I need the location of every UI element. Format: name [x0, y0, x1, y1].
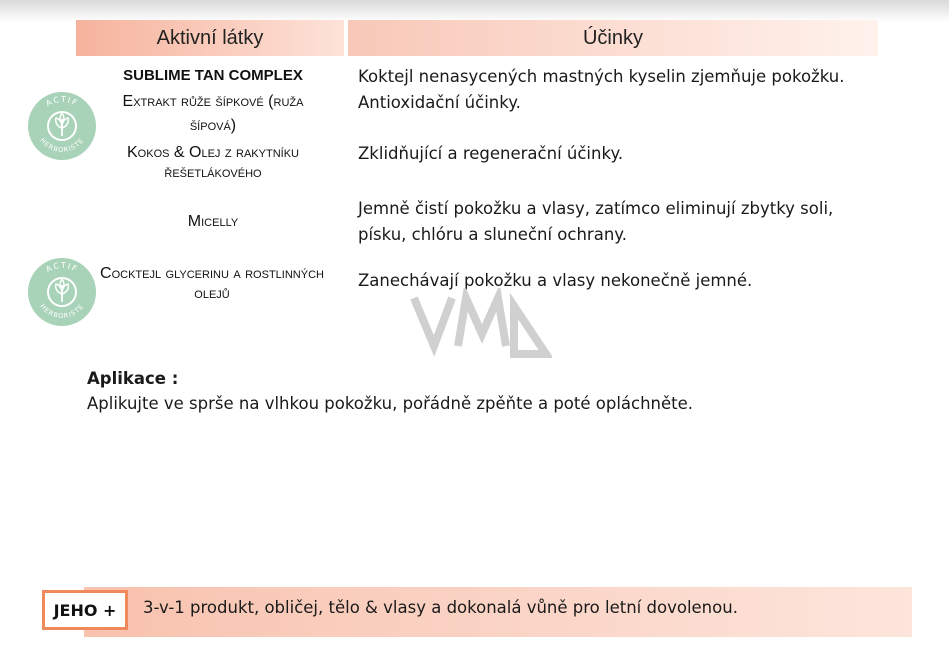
- application-title: Aplikace :: [87, 369, 179, 388]
- actif-herboriste-badge: [28, 92, 96, 160]
- effect-line: písku, chlóru a sluneční ochrany.: [358, 225, 627, 244]
- vmd-watermark: [410, 288, 552, 362]
- svg-text:ACTIF: ACTIF: [44, 94, 80, 109]
- ingredient-rosehip-line1: Extrakt růže šípkové (ruža: [122, 93, 304, 110]
- effect-line: Zklidňující a regenerační účinky.: [358, 144, 624, 163]
- svg-text:HERBORISTE: HERBORISTE: [38, 136, 86, 155]
- effect-line: Zanechávají pokožku a vlasy nekonečně jemné.: [358, 271, 753, 290]
- application-text: Aplikujte ve sprše na vlhkou pokožku, pořádně zpěňte a poté opláchněte.: [87, 394, 694, 413]
- ingredient-coconut-line1: Kokos & Olej z rakytníku: [127, 144, 299, 161]
- jeho-plus-label: JEHO +: [42, 590, 128, 630]
- svg-text:HERBORISTE: HERBORISTE: [38, 302, 86, 321]
- effect-line: Jemně čistí pokožku a vlasy, zatímco eliminují zbytky soli,: [358, 199, 834, 218]
- effect-line: Koktejl nenasycených mastných kyselin zjemňuje pokožku.: [358, 67, 845, 86]
- svg-text:ACTIF: ACTIF: [44, 260, 80, 275]
- footer-text: 3-v-1 produkt, obličej, tělo & vlasy a dokonalá vůně pro letní dovolenou.: [143, 598, 738, 617]
- ingredient-coconut-line2: řešetlákového: [164, 164, 262, 181]
- ingredient-rosehip-line2: šípová): [189, 117, 237, 134]
- ingredient-glycerin-line2: olejů: [194, 285, 230, 302]
- ingredient-sublime-tan: SUBLIME TAN COMPLEX: [123, 67, 303, 84]
- header-effects: Účinky: [348, 20, 878, 56]
- header-active-ingredients: Aktivní látky: [76, 20, 344, 56]
- top-shadow-bar: [0, 0, 949, 22]
- effect-line: Antioxidační účinky.: [358, 93, 521, 112]
- ingredient-micelles: Micelly: [187, 213, 239, 230]
- ingredient-glycerin-line1: Cocktejl glycerinu a rostlinných: [100, 265, 324, 282]
- leaf-icon: [28, 92, 96, 160]
